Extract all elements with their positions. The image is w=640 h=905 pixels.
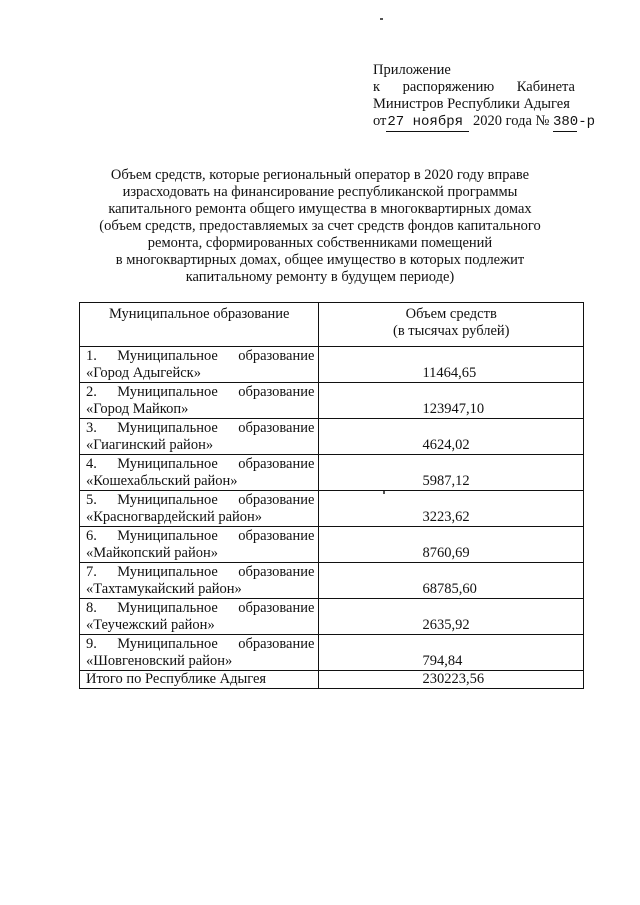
amount-cell: 11464,65 (319, 347, 584, 383)
table-row (80, 527, 584, 563)
table-row (80, 563, 584, 599)
appendix-block (373, 62, 595, 130)
table-header-row (80, 303, 584, 347)
document-heading (70, 167, 570, 286)
row-word-municipal: Муниципальное (117, 600, 218, 616)
amount-cell: 123947,10 (319, 383, 584, 419)
appendix-kab: Кабинета (516, 79, 575, 95)
appendix-year-text: 2020 года № (473, 113, 550, 129)
row-word-municipal: Муниципальное (117, 456, 218, 472)
scan-speck (380, 18, 383, 20)
municipality-line1 (86, 492, 314, 509)
row-word-municipal: Муниципальное (117, 636, 218, 652)
column-header-amount-line1: Объем средств (405, 306, 497, 322)
row-word-formation: образование (238, 636, 315, 652)
table-row (80, 383, 584, 419)
row-word-municipal: Муниципальное (117, 492, 218, 508)
row-number: 4. (86, 456, 97, 472)
handwritten-date: 27 ноября (386, 115, 469, 132)
municipality-cell (80, 527, 319, 563)
municipality-name: «Кошехабльский район» (86, 473, 238, 489)
row-number: 9. (86, 636, 97, 652)
municipality-name: «Город Майкоп» (86, 401, 189, 417)
column-header-municipality-text: Муниципальное образование (108, 306, 290, 322)
row-word-municipal: Муниципальное (117, 564, 218, 580)
municipality-name: «Майкопский район» (86, 545, 218, 561)
municipality-cell (80, 635, 319, 671)
row-word-municipal: Муниципальное (117, 528, 218, 544)
heading-line: ремонта, сформированных собственниками помещений (147, 235, 493, 251)
municipality-name: «Шовгеновский район» (86, 653, 233, 669)
appendix-ministry: Министров Республики Адыгея (373, 96, 570, 112)
municipality-line1 (86, 564, 314, 581)
table-row (80, 419, 584, 455)
municipality-name: «Гиагинский район» (86, 437, 214, 453)
row-word-municipal: Муниципальное (117, 348, 218, 364)
amount-cell: 8760,69 (319, 527, 584, 563)
appendix-rasp: распоряжению (402, 79, 495, 95)
row-word-formation: образование (238, 564, 315, 580)
amount-cell: 5987,12 (319, 455, 584, 491)
heading-line: Объем средств, которые региональный оператор в 2020 году вправе (110, 167, 530, 183)
appendix-k: к (373, 79, 381, 95)
municipality-line1 (86, 528, 314, 545)
heading-line: в многоквартирных домах, общее имущество в которых подлежит (115, 252, 525, 268)
handwritten-number: 380-р (552, 114, 595, 130)
row-word-formation: образование (238, 492, 315, 508)
total-label: Итого по Республике Адыгея (80, 671, 319, 689)
heading-line: капитальному ремонту в будущем периоде) (185, 269, 455, 285)
column-header-municipality (80, 303, 319, 347)
row-word-formation: образование (238, 420, 315, 436)
funds-table (79, 302, 584, 689)
row-word-formation: образование (238, 384, 315, 400)
municipality-cell (80, 455, 319, 491)
table-row (80, 347, 584, 383)
municipality-name: «Город Адыгейск» (86, 365, 201, 381)
municipality-line1 (86, 384, 314, 401)
heading-line: капитального ремонта общего имущества в многоквартирных домах (108, 201, 532, 217)
row-number: 5. (86, 492, 97, 508)
municipality-cell (80, 383, 319, 419)
row-word-formation: образование (238, 456, 315, 472)
municipality-line1 (86, 636, 314, 653)
row-number: 7. (86, 564, 97, 580)
table-row (80, 491, 584, 527)
heading-line: (объем средств, предоставляемых за счет средств фондов капитального (99, 218, 541, 234)
row-number: 3. (86, 420, 97, 436)
municipality-name: «Тахтамукайский район» (86, 581, 242, 597)
row-number: 8. (86, 600, 97, 616)
municipality-name: «Теучежский район» (86, 617, 215, 633)
total-value: 230223,56 (319, 671, 584, 689)
municipality-cell (80, 599, 319, 635)
row-word-formation: образование (238, 600, 315, 616)
appendix-reference-line (373, 79, 575, 96)
row-word-formation: образование (238, 348, 315, 364)
amount-cell: 794,84 (319, 635, 584, 671)
row-number: 1. (86, 348, 97, 364)
appendix-title: Приложение (373, 62, 451, 78)
table-row (80, 455, 584, 491)
municipality-cell (80, 419, 319, 455)
amount-cell: 68785,60 (319, 563, 584, 599)
municipality-line1 (86, 600, 314, 617)
total-row (80, 671, 584, 689)
row-number: 2. (86, 384, 97, 400)
row-number: 6. (86, 528, 97, 544)
row-word-formation: образование (238, 528, 315, 544)
table-row (80, 635, 584, 671)
municipality-cell (80, 491, 319, 527)
municipality-line1 (86, 420, 314, 437)
municipality-cell (80, 563, 319, 599)
municipality-cell (80, 347, 319, 383)
amount-cell: 4624,02 (319, 419, 584, 455)
column-header-amount (319, 303, 584, 347)
municipality-name: «Красногвардейский район» (86, 509, 263, 525)
column-header-amount-line2: (в тысячах рублей) (392, 323, 510, 339)
municipality-line1 (86, 348, 314, 365)
appendix-ot: от (373, 113, 387, 129)
row-word-municipal: Муниципальное (117, 384, 218, 400)
table-row (80, 599, 584, 635)
appendix-date-line (373, 113, 595, 130)
heading-line: израсходовать на финансирование республиканской программы (122, 184, 518, 200)
municipality-line1 (86, 456, 314, 473)
row-word-municipal: Муниципальное (117, 420, 218, 436)
amount-cell: 3223,62 (319, 491, 584, 527)
amount-cell: 2635,92 (319, 599, 584, 635)
